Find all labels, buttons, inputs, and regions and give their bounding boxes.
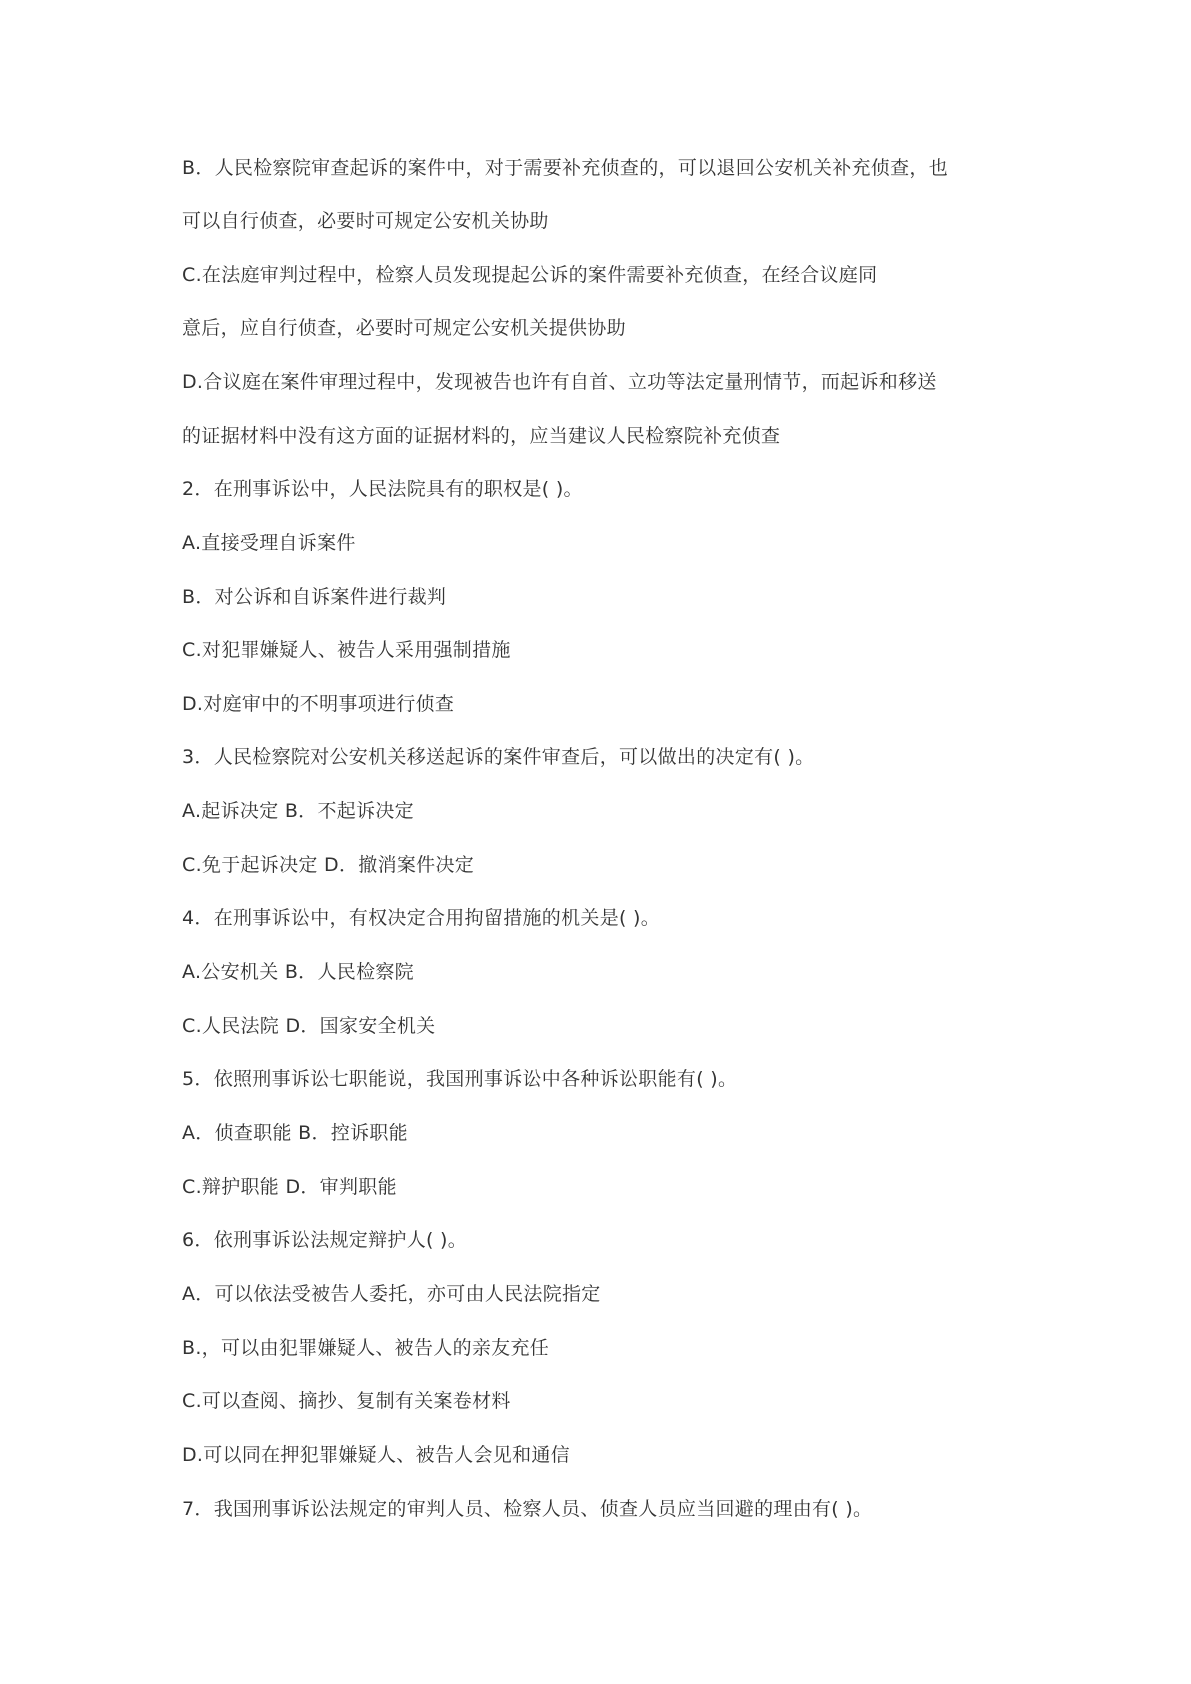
option-line: C.辩护职能 D．审判职能 [182, 1176, 397, 1198]
text-line: 意后，应自行侦查，必要时可规定公安机关提供协助 [182, 317, 626, 339]
question-7: 7．我国刑事诉讼法规定的审判人员、检察人员、侦查人员应当回避的理由有( )。 [182, 1498, 873, 1520]
option-line: A．可以依法受被告人委托，亦可由人民法院指定 [182, 1283, 601, 1305]
option-line: A.直接受理自诉案件 [182, 532, 356, 554]
option-line: A.起诉决定 B．不起诉决定 [182, 800, 414, 822]
question-2: 2．在刑事诉讼中，人民法院具有的职权是( )。 [182, 478, 583, 500]
option-line: D.可以同在押犯罪嫌疑人、被告人会见和通信 [182, 1444, 570, 1466]
option-line: D.对庭审中的不明事项进行侦查 [182, 693, 455, 715]
question-6: 6．依刑事诉讼法规定辩护人( )。 [182, 1229, 468, 1251]
question-4: 4．在刑事诉讼中，有权决定合用拘留措施的机关是( )。 [182, 907, 661, 929]
text-line: 的证据材料中没有这方面的证据材料的，应当建议人民检察院补充侦查 [182, 425, 781, 447]
option-line: C.可以查阅、摘抄、复制有关案卷材料 [182, 1390, 511, 1412]
option-line: C.免于起诉决定 D．撤消案件决定 [182, 854, 475, 876]
option-line: C.对犯罪嫌疑人、被告人采用强制措施 [182, 639, 511, 661]
option-line: A．侦查职能 B．控诉职能 [182, 1122, 408, 1144]
question-5: 5．依照刑事诉讼七职能说，我国刑事诉讼中各种诉讼职能有( )。 [182, 1068, 738, 1090]
option-line: B．对公诉和自诉案件进行裁判 [182, 586, 447, 608]
option-line: B.，可以由犯罪嫌疑人、被告人的亲友充任 [182, 1337, 550, 1359]
text-line: C.在法庭审判过程中，检察人员发现提起公诉的案件需要补充侦查，在经合议庭同 [182, 264, 878, 286]
text-line: 可以自行侦查，必要时可规定公安机关协助 [182, 210, 549, 232]
option-line: C.人民法院 D．国家安全机关 [182, 1015, 436, 1037]
text-line: D.合议庭在案件审理过程中，发现被告也许有自首、立功等法定量刑情节，而起诉和移送 [182, 371, 937, 393]
text-line: B．人民检察院审查起诉的案件中，对于需要补充侦查的，可以退回公安机关补充侦查，也 [182, 157, 949, 179]
question-3: 3．人民检察院对公安机关移送起诉的案件审查后，可以做出的决定有( )。 [182, 746, 815, 768]
option-line: A.公安机关 B．人民检察院 [182, 961, 414, 983]
